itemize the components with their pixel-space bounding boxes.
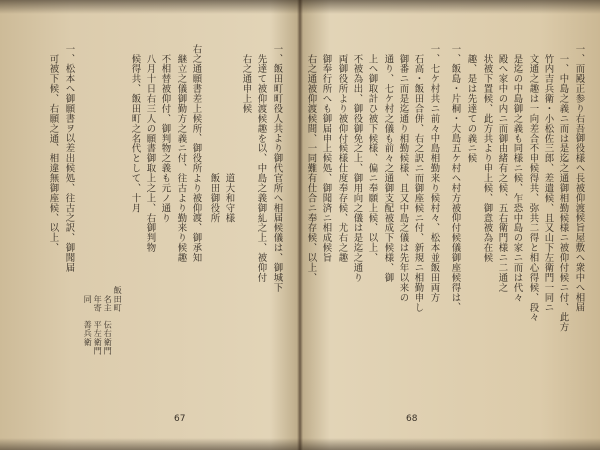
text-line: 候得共、飯田町之名代として、十月 (129, 54, 141, 214)
text-line: 一、中島之義ニ而は是迄之通御相勤候様ニ被仰付候ニ付、此方 (557, 54, 569, 333)
text-line: 上ヘ御取計ひ被下候様、偏ニ奉願上候、以上、 (366, 54, 378, 263)
text-line: 右之通被仰渡候間、一同難有仕合ニ奉存候、以上、 (305, 54, 317, 283)
text-line: 右之通申上候 (240, 54, 252, 114)
text-line: 飯田御役所 (208, 54, 220, 223)
text-line: 不相替被仰付、御判物之義も元ノ通り (159, 54, 171, 223)
text-line: 可被下候、右願之通、相違無御座候、以上、 (47, 54, 59, 253)
text-line: 御奉行所へも御届申上候処、御聞済ニ相成候旨 (320, 54, 332, 263)
text-line: 一、飯田町町役人共より御代官所へ相届候儀は、御城下 (271, 44, 283, 293)
signature-line: 年寄 平左衛門 (93, 286, 104, 355)
text-line: 文通之趣は一向差合不申候得共、弥共二得と相心得候、段々 (527, 54, 539, 323)
bottom-shadow (0, 438, 600, 450)
signature-line: 飯田町 (113, 286, 124, 312)
signature-line: 名主 伝右衛門 (103, 286, 114, 355)
text-line: 石高・飯田合併、右之訳ニ而御座候ニ付、新規ニ相勤申し (412, 54, 424, 313)
text-line: 一、松本ヘ御願書ヲ以差出候処、往古之訳、御聞届 (63, 44, 75, 273)
text-line: 八月十日右三人の願書御取上之上、右御判物 (144, 54, 156, 253)
text-line: 一、飯島・片桐・大島五ケ村ヘ村方被仰付候儀御座候得は、 (449, 44, 461, 313)
text-line: 右之通願書差上候所、御役所より被仰渡、御承知 (190, 44, 202, 263)
text-line: 趣、是は先達ての義ニ候 (465, 54, 477, 164)
text-line: 状被下置候、此方共より申上候、御意被為在候 (481, 54, 493, 263)
text-line: 殿へ家中の内ニ而御由緒有之候、五右衛門様ニ二通之 (496, 54, 508, 293)
text-line: 是迄の中島御之義も同様ニ候、乍恐中島の家ニ而は代々 (511, 54, 523, 303)
text-line: 一、七ケ村共ニ前々中島相勤来り候村々、松本並飯田両方 (428, 44, 440, 303)
text-line: 先達て被仰渡候趣を以、中島之義御糺之上、被仰付 (255, 54, 267, 283)
text-line: 両御役所より被仰付候様仕度奉存候、尤右之趣 (336, 54, 348, 263)
text-line: 道大和守様 (223, 54, 235, 223)
text-line: 竹内吉兵衛・小松佐三郎、差遣候、且又山下左衛門一同ニ (542, 54, 554, 313)
signature-line: 同 善兵衛 (83, 286, 94, 347)
page-number: 67 (174, 414, 186, 424)
text-line: 御番ニ而是迄通り相勤候様、且又中島之儀は先年以来の (397, 54, 409, 303)
page-number: 68 (406, 414, 418, 424)
top-shadow (0, 0, 600, 14)
text-line: 一、而殿正参り右吾御役様ヘ長被仰渡候旨屋敷ヘ衆中へ相届 (573, 44, 585, 313)
text-line: 継立之儀御勤方之義ニ付、往古より勤来り候趣 (175, 54, 187, 263)
text-line: 通り、七ケ村之儀も前々之通御支配被成下候様、御 (382, 54, 394, 283)
text-line: 不被為出、御役御免之上、御用向之儀は是迄之通り (351, 54, 363, 283)
